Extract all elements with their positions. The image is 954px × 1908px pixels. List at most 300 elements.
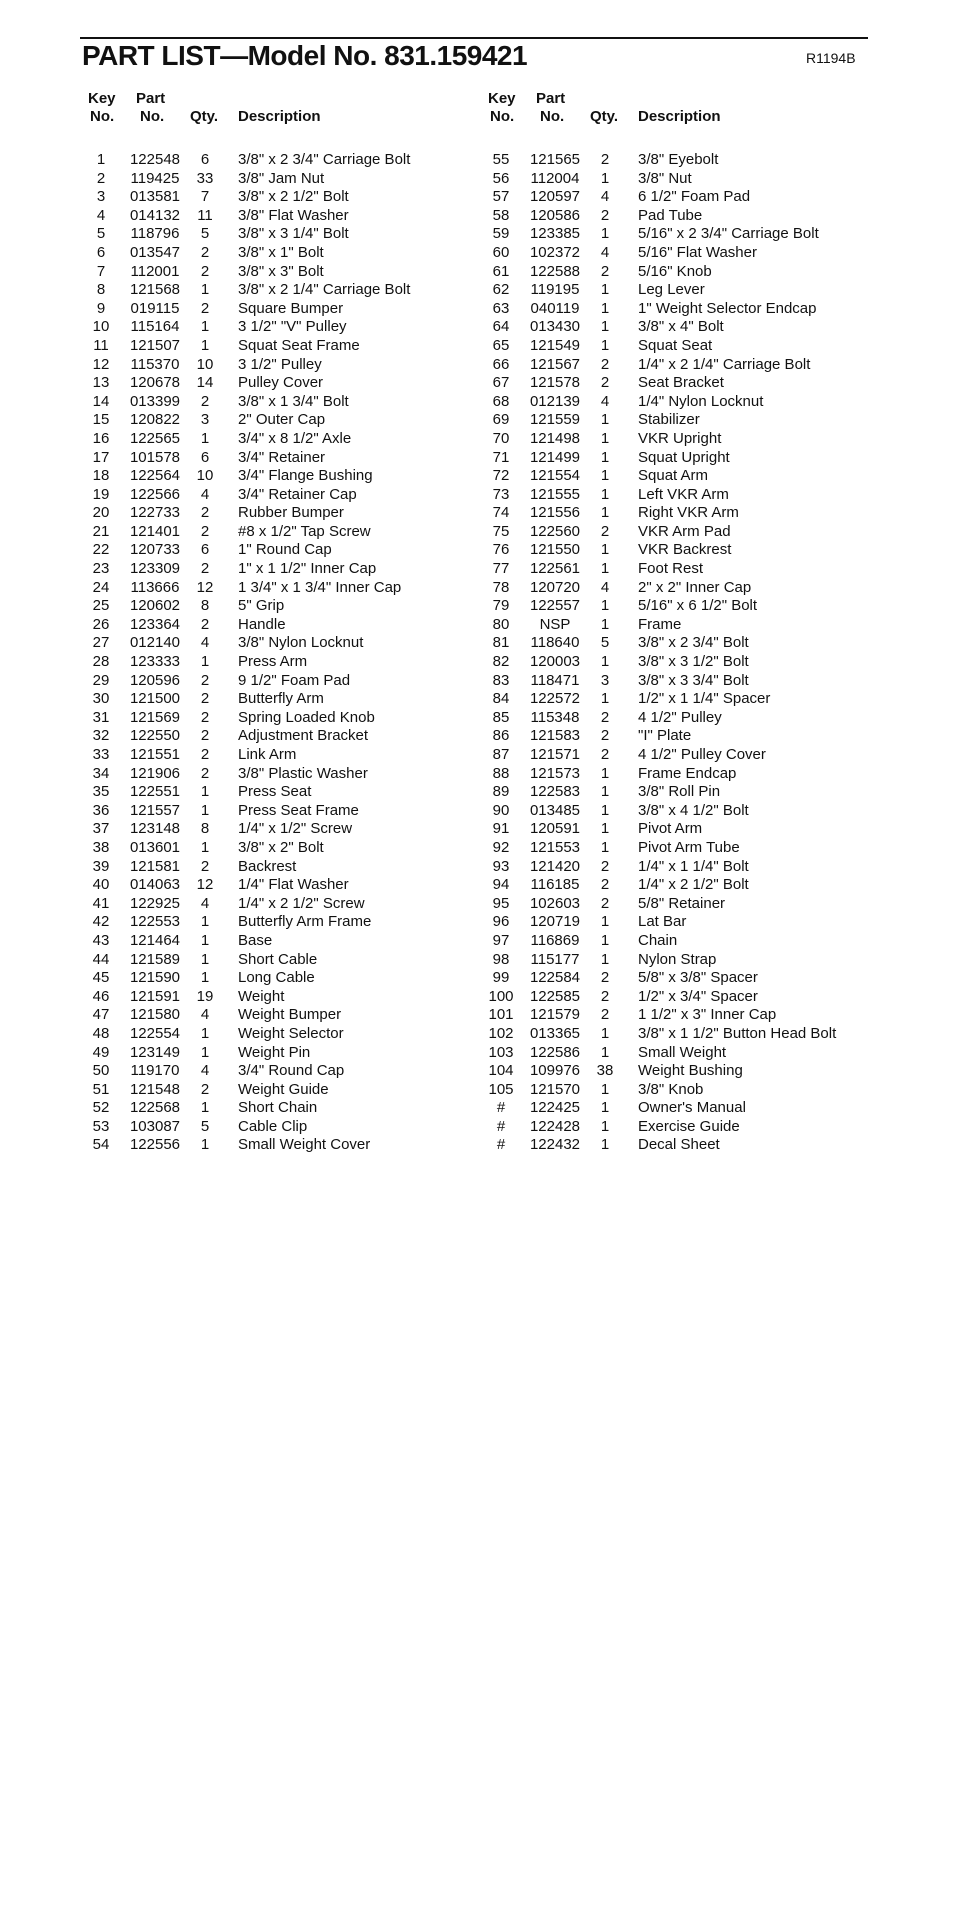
key-no: 11 <box>93 336 109 354</box>
key-no: 58 <box>492 206 510 224</box>
table-row <box>484 1025 884 1044</box>
description: Link Arm <box>238 746 297 763</box>
part-no: 121906 <box>129 764 181 782</box>
key-no: 22 <box>92 541 110 559</box>
table-row <box>84 356 474 375</box>
table-row <box>84 560 474 579</box>
description: 1/2" x 3/4" Spacer <box>638 987 758 1005</box>
table-row <box>484 765 884 784</box>
key-no: 17 <box>92 448 110 466</box>
quantity: 1 <box>600 653 610 671</box>
key-no: 90 <box>492 801 510 819</box>
key-no: 52 <box>92 1099 110 1117</box>
key-no: 79 <box>492 597 510 615</box>
document-code: R1194B <box>806 50 856 66</box>
part-no: 121507 <box>129 336 181 354</box>
part-no: 121500 <box>129 690 181 708</box>
part-no: 121578 <box>529 374 581 392</box>
quantity: 1 <box>600 615 610 633</box>
quantity: 1 <box>600 597 610 615</box>
part-no: 120003 <box>529 653 581 671</box>
table-row <box>484 318 884 337</box>
quantity: 12 <box>196 876 214 894</box>
quantity: 1 <box>200 318 210 336</box>
part-no: 121583 <box>529 727 581 745</box>
table-row <box>484 356 884 375</box>
quantity: 1 <box>600 764 610 782</box>
description: 5/16" Flat Washer <box>638 243 757 261</box>
quantity: 1 <box>600 411 610 429</box>
key-no: 27 <box>92 634 110 652</box>
key-no: 100 <box>488 987 514 1005</box>
key-no: 62 <box>492 281 510 299</box>
table-row <box>484 839 884 858</box>
description: Stabilizer <box>638 411 700 429</box>
description: 1/4" Flat Washer <box>238 876 349 894</box>
table-row <box>484 988 884 1007</box>
quantity: 1 <box>600 448 610 466</box>
quantity: 2 <box>600 894 610 912</box>
key-no: # <box>496 1136 506 1154</box>
table-row <box>484 1118 884 1137</box>
key-no: 45 <box>92 969 110 987</box>
key-no: 104 <box>488 1062 514 1080</box>
part-no: 112004 <box>530 169 580 187</box>
part-no: 109976 <box>529 1062 581 1080</box>
table-row <box>84 337 474 356</box>
quantity: 1 <box>600 169 610 187</box>
part-no: 121580 <box>129 1006 181 1024</box>
description: 1 3/4" x 1 3/4" Inner Cap <box>238 578 402 596</box>
part-no: 122733 <box>129 504 181 522</box>
key-no: 49 <box>92 1043 110 1061</box>
table-row <box>484 634 884 653</box>
description: Leg Lever <box>638 281 705 299</box>
key-no: 56 <box>492 169 510 187</box>
part-no: 122566 <box>129 485 181 503</box>
description: 4 1/2" Pulley Cover <box>638 746 766 763</box>
quantity: 1 <box>600 1099 610 1117</box>
quantity: 4 <box>200 1062 210 1080</box>
description: 1/4" Nylon Locknut <box>638 392 764 410</box>
table-row <box>484 449 884 468</box>
description: 4 1/2" Pulley <box>638 708 722 726</box>
description: Cable Clip <box>238 1117 308 1135</box>
part-no: 014063 <box>129 876 181 894</box>
part-no: 119195 <box>530 281 580 299</box>
part-no: 115164 <box>130 318 180 336</box>
description: 3/4" x 8 1/2" Axle <box>238 429 352 447</box>
quantity: 19 <box>196 987 214 1005</box>
table-row <box>484 895 884 914</box>
part-no: 013601 <box>129 838 181 856</box>
description: 3/8" x 3 1/4" Bolt <box>238 225 349 243</box>
description: 1 1/2" x 3" Inner Cap <box>638 1006 777 1024</box>
part-no: 116185 <box>530 876 580 894</box>
description: Butterfly Arm Frame <box>238 913 372 931</box>
key-no: 31 <box>92 708 110 726</box>
table-row <box>84 244 474 263</box>
description: 6 1/2" Foam Pad <box>638 188 751 206</box>
table-row <box>484 783 884 802</box>
key-no: 23 <box>92 560 110 578</box>
quantity: 1 <box>600 281 610 299</box>
table-row <box>84 746 474 765</box>
description: Left VKR Arm <box>638 485 729 503</box>
part-no: 122556 <box>129 1136 181 1154</box>
table-row <box>84 151 474 170</box>
quantity: 4 <box>200 1006 210 1024</box>
part-no: 112001 <box>130 262 180 280</box>
quantity: 8 <box>200 597 210 615</box>
description: Weight Pin <box>238 1043 311 1061</box>
description: Weight Guide <box>238 1080 329 1098</box>
key-no: 28 <box>92 653 110 671</box>
part-no: 013581 <box>129 188 181 206</box>
part-no: 121555 <box>529 485 581 503</box>
table-row <box>84 225 474 244</box>
part-no: 120733 <box>129 541 181 559</box>
part-no: 013430 <box>529 318 581 336</box>
quantity: 1 <box>600 1043 610 1061</box>
description: 3/8" x 2 1/4" Carriage Bolt <box>238 281 411 299</box>
part-no: 120719 <box>529 913 581 931</box>
table-row <box>84 430 474 449</box>
key-no: 73 <box>492 485 510 503</box>
part-no: 121556 <box>529 504 581 522</box>
key-no: 61 <box>492 262 510 280</box>
table-row <box>484 467 884 486</box>
key-header-bottom: No. <box>490 108 515 125</box>
key-no: 92 <box>492 838 510 856</box>
key-no: 48 <box>92 1024 110 1042</box>
description: 3/8" Jam Nut <box>238 169 325 187</box>
part-no: 115348 <box>530 708 580 726</box>
description: Squat Arm <box>638 467 709 485</box>
table-row <box>84 411 474 430</box>
part-no: 121569 <box>129 708 181 726</box>
key-no: 97 <box>492 931 510 949</box>
part-no: 120591 <box>529 820 581 838</box>
quantity: 1 <box>200 1099 210 1117</box>
key-no: 26 <box>92 615 110 633</box>
part-no: 121557 <box>129 801 181 819</box>
part-no: 121568 <box>129 281 181 299</box>
quantity: 10 <box>196 467 214 485</box>
table-row <box>84 690 474 709</box>
key-no: 103 <box>488 1043 514 1061</box>
table-row <box>484 690 884 709</box>
key-no: 41 <box>92 894 110 912</box>
description: Exercise Guide <box>638 1117 740 1135</box>
part-no: 121553 <box>529 838 581 856</box>
description: 1/4" x 2 1/2" Screw <box>238 894 365 912</box>
part-no: 013365 <box>529 1024 581 1042</box>
key-no: 39 <box>92 857 110 875</box>
description: Handle <box>238 615 286 633</box>
description: 3/8" x 2 1/2" Bolt <box>238 188 349 206</box>
column-header <box>84 90 474 130</box>
part-no: 123149 <box>129 1043 181 1061</box>
description: 1/4" x 2 1/2" Bolt <box>638 876 749 894</box>
part-no: 123148 <box>129 820 181 838</box>
description: Short Chain <box>238 1099 318 1117</box>
description: 1/2" x 1 1/4" Spacer <box>638 690 771 708</box>
quantity: 38 <box>596 1062 614 1080</box>
key-no: 94 <box>492 876 510 894</box>
description: 3/8" Eyebolt <box>638 151 719 168</box>
part-no: 121559 <box>529 411 581 429</box>
quantity: 2 <box>600 374 610 392</box>
key-no: 34 <box>92 764 110 782</box>
description: 2" x 2" Inner Cap <box>638 578 752 596</box>
description: 3/8" Nylon Locknut <box>238 634 364 652</box>
key-no: 93 <box>492 857 510 875</box>
description: Frame <box>638 615 682 633</box>
table-row <box>484 541 884 560</box>
table-row <box>84 672 474 691</box>
key-no: 98 <box>492 950 510 968</box>
table-row <box>84 727 474 746</box>
parts-column-left <box>84 90 474 1155</box>
quantity: 7 <box>200 188 210 206</box>
part-no: 121571 <box>529 746 581 763</box>
quantity: 1 <box>200 1043 210 1061</box>
description: Frame Endcap <box>638 764 737 782</box>
part-no: 121554 <box>529 467 581 485</box>
description: 5" Grip <box>238 597 285 615</box>
key-no: 42 <box>92 913 110 931</box>
quantity: 1 <box>600 1024 610 1042</box>
table-row <box>84 541 474 560</box>
table-row <box>484 207 884 226</box>
part-no: 122425 <box>529 1099 581 1117</box>
part-no: 122550 <box>129 727 181 745</box>
table-row <box>84 188 474 207</box>
part-no: 121573 <box>529 764 581 782</box>
key-no: 70 <box>492 429 510 447</box>
key-no: 77 <box>492 560 510 578</box>
quantity: 1 <box>200 913 210 931</box>
description: #8 x 1/2" Tap Screw <box>238 522 371 540</box>
quantity: 2 <box>600 522 610 540</box>
description-header: Description <box>238 108 321 125</box>
part-no: 013399 <box>129 392 181 410</box>
part-no: 118471 <box>530 671 580 689</box>
part-no: 121567 <box>529 355 581 373</box>
description: Decal Sheet <box>638 1136 720 1154</box>
quantity: 2 <box>600 708 610 726</box>
table-row <box>484 653 884 672</box>
key-no: 82 <box>492 653 510 671</box>
table-row <box>484 188 884 207</box>
top-rule <box>80 37 868 39</box>
description: 1/4" x 2 1/4" Carriage Bolt <box>638 355 811 373</box>
part-no: 113666 <box>130 578 180 596</box>
quantity: 1 <box>600 299 610 317</box>
description: 3/8" Knob <box>638 1080 704 1098</box>
quantity: 1 <box>200 336 210 354</box>
quantity: 1 <box>200 783 210 801</box>
description: 3/8" x 4 1/2" Bolt <box>638 801 749 819</box>
quantity: 2 <box>600 746 610 763</box>
part-no: 122583 <box>529 783 581 801</box>
quantity: 12 <box>196 578 214 596</box>
quantity: 1 <box>600 336 610 354</box>
table-row <box>84 504 474 523</box>
table-row <box>84 616 474 635</box>
table-row <box>484 746 884 765</box>
key-no: 78 <box>492 578 510 596</box>
description: VKR Upright <box>638 429 722 447</box>
quantity: 2 <box>600 262 610 280</box>
description: 5/8" x 3/8" Spacer <box>638 969 758 987</box>
part-no: 123333 <box>129 653 181 671</box>
part-header-top: Part <box>536 90 566 107</box>
table-row <box>484 616 884 635</box>
key-no: 68 <box>492 392 510 410</box>
description: Adjustment Bracket <box>238 727 369 745</box>
quantity: 1 <box>200 429 210 447</box>
quantity: 1 <box>600 541 610 559</box>
key-no: 4 <box>96 206 106 224</box>
table-row <box>484 151 884 170</box>
part-no: 040119 <box>530 299 580 317</box>
quantity: 1 <box>600 429 610 447</box>
part-no: 123385 <box>529 225 581 243</box>
table-row <box>484 802 884 821</box>
part-no: 120822 <box>129 411 181 429</box>
table-row <box>484 523 884 542</box>
table-row <box>484 1099 884 1118</box>
quantity: 4 <box>600 188 610 206</box>
quantity: 1 <box>200 969 210 987</box>
quantity: 4 <box>200 634 210 652</box>
part-no: 123309 <box>129 560 181 578</box>
qty-header: Qty. <box>190 108 219 125</box>
description: 1" x 1 1/2" Inner Cap <box>238 560 377 578</box>
part-no: 120596 <box>129 671 181 689</box>
table-row <box>84 913 474 932</box>
table-row <box>84 839 474 858</box>
part-no: NSP <box>539 615 571 633</box>
part-no: 122553 <box>129 913 181 931</box>
quantity: 2 <box>200 299 210 317</box>
description: 1" Weight Selector Endcap <box>638 299 817 317</box>
table-row <box>84 765 474 784</box>
key-no: 59 <box>492 225 510 243</box>
part-no: 120602 <box>129 597 181 615</box>
table-row <box>484 374 884 393</box>
table-row <box>84 393 474 412</box>
table-row <box>484 858 884 877</box>
part-no: 103087 <box>129 1117 181 1135</box>
quantity: 1 <box>600 820 610 838</box>
quantity: 1 <box>200 801 210 819</box>
key-no: 101 <box>488 1006 514 1024</box>
part-no: 122548 <box>129 151 181 168</box>
part-no: 121464 <box>129 931 181 949</box>
description: 3 1/2" "V" Pulley <box>238 318 347 336</box>
part-no: 121498 <box>529 429 581 447</box>
description: Chain <box>638 931 678 949</box>
description: 1/4" x 1/2" Screw <box>238 820 353 838</box>
key-no: 7 <box>96 262 106 280</box>
part-no: 121550 <box>529 541 581 559</box>
description: Pivot Arm Tube <box>638 838 740 856</box>
part-no: 123364 <box>129 615 181 633</box>
quantity: 4 <box>600 243 610 261</box>
table-row <box>484 486 884 505</box>
table-row <box>84 263 474 282</box>
table-row <box>484 337 884 356</box>
part-no: 122585 <box>529 987 581 1005</box>
quantity: 8 <box>200 820 210 838</box>
part-no: 013547 <box>129 243 181 261</box>
part-no: 115177 <box>530 950 580 968</box>
key-no: 60 <box>492 243 510 261</box>
quantity: 2 <box>200 727 210 745</box>
table-row <box>84 951 474 970</box>
description: 3/8" Flat Washer <box>238 206 349 224</box>
description: 3/4" Round Cap <box>238 1062 345 1080</box>
part-no: 012140 <box>129 634 181 652</box>
quantity: 2 <box>200 262 210 280</box>
description: 1" Round Cap <box>238 541 332 559</box>
part-no: 122557 <box>529 597 581 615</box>
description: 3/8" x 3 3/4" Bolt <box>638 671 749 689</box>
quantity: 14 <box>196 374 214 392</box>
description: Weight Bumper <box>238 1006 342 1024</box>
part-no: 122584 <box>529 969 581 987</box>
quantity: 3 <box>600 671 610 689</box>
table-row <box>84 653 474 672</box>
quantity: 2 <box>200 1080 210 1098</box>
part-header-bottom: No. <box>540 108 565 125</box>
description: Foot Rest <box>638 560 704 578</box>
part-no: 121549 <box>529 336 581 354</box>
table-row <box>84 207 474 226</box>
part-no: 014132 <box>129 206 181 224</box>
table-row <box>84 858 474 877</box>
key-no: 6 <box>96 243 106 261</box>
key-no: 99 <box>492 969 510 987</box>
key-header-bottom: No. <box>90 108 115 125</box>
part-no: 122586 <box>529 1043 581 1061</box>
description: Square Bumper <box>238 299 344 317</box>
description: 3/8" Nut <box>638 169 692 187</box>
part-no: 122565 <box>129 429 181 447</box>
description: VKR Backrest <box>638 541 732 559</box>
part-no: 121570 <box>529 1080 581 1098</box>
part-no: 121589 <box>129 950 181 968</box>
quantity: 1 <box>600 1136 610 1154</box>
table-row <box>84 1006 474 1025</box>
description: 5/16" x 6 1/2" Bolt <box>638 597 758 615</box>
part-no: 121401 <box>129 522 181 540</box>
description: Squat Seat <box>638 336 713 354</box>
part-no: 121591 <box>129 987 181 1005</box>
description: 3/8" x 2" Bolt <box>238 838 324 856</box>
quantity: 1 <box>600 950 610 968</box>
key-no: 86 <box>492 727 510 745</box>
key-no: 15 <box>92 411 110 429</box>
table-row <box>84 318 474 337</box>
key-header-top: Key <box>88 90 116 107</box>
quantity: 1 <box>200 838 210 856</box>
key-no: 84 <box>492 690 510 708</box>
part-no: 102603 <box>529 894 581 912</box>
